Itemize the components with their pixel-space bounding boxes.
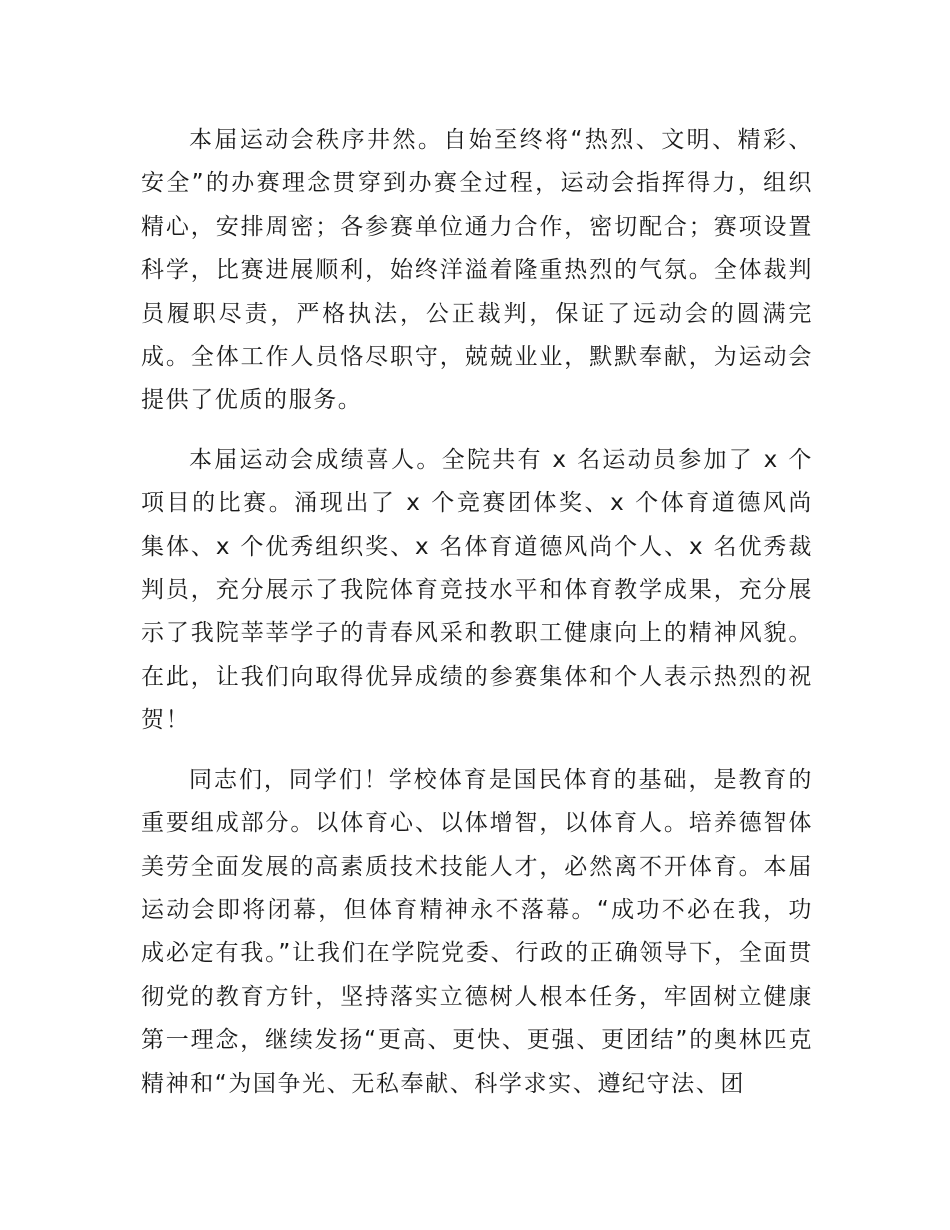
paragraph-closing: 同志们，同学们！学校体育是国民体育的基础，是教育的重要组成部分。以体育心、以体增智，以体育人。培养德智体美劳全面发展的高素质技术技能人才，必然离不开体育。本届运动会即将闭幕，但体育精神永不落幕。“成功不必在我，功成必定有我。”让我们在学院党委、行政的正确领导下，全面贯彻党的教育方针，坚持落实立德树人根本任务，牢固树立健康第一理念，继续发扬“更高、更快、更强、更团结”的奥林匹克精神和“为国争光、无私奉献、科学求实、遵纪守法、团 <box>141 766 813 1097</box>
paragraph-order: 本届运动会秩序井然。自始至终将“热烈、文明、精彩、安全”的办赛理念贯穿到办赛全过程，运动会指挥得力，组织精心，安排周密；各参赛单位通力合作，密切配合；赛项设置科学，比赛进展顺利，始终洋溢着隆重热烈的气氛。全体裁判员履职尽责，严格执法，公正裁判，保证了远动会的圆满完成。全体工作人员恪尽职守，兢兢业业，默默奉献，为运动会提供了优质的服务。 <box>141 127 813 414</box>
document-page <box>141 119 813 1122</box>
paragraph-results: 本届运动会成绩喜人。全院共有 x 名运动员参加了 x 个项目的比赛。涌现出了 x 个竞赛团体奖、x 个体育道德风尚集体、x 个优秀组织奖、x 名体育道德风尚个人、x 名优秀裁判员，充分展示了我院体育竞技水平和体育教学成果，充分展示了我院莘莘学子的青春风采和教职工健康向上的精神风貌。在此，让我们向取得优异成绩的参赛集体和个人表示热烈的祝贺！ <box>141 446 813 734</box>
